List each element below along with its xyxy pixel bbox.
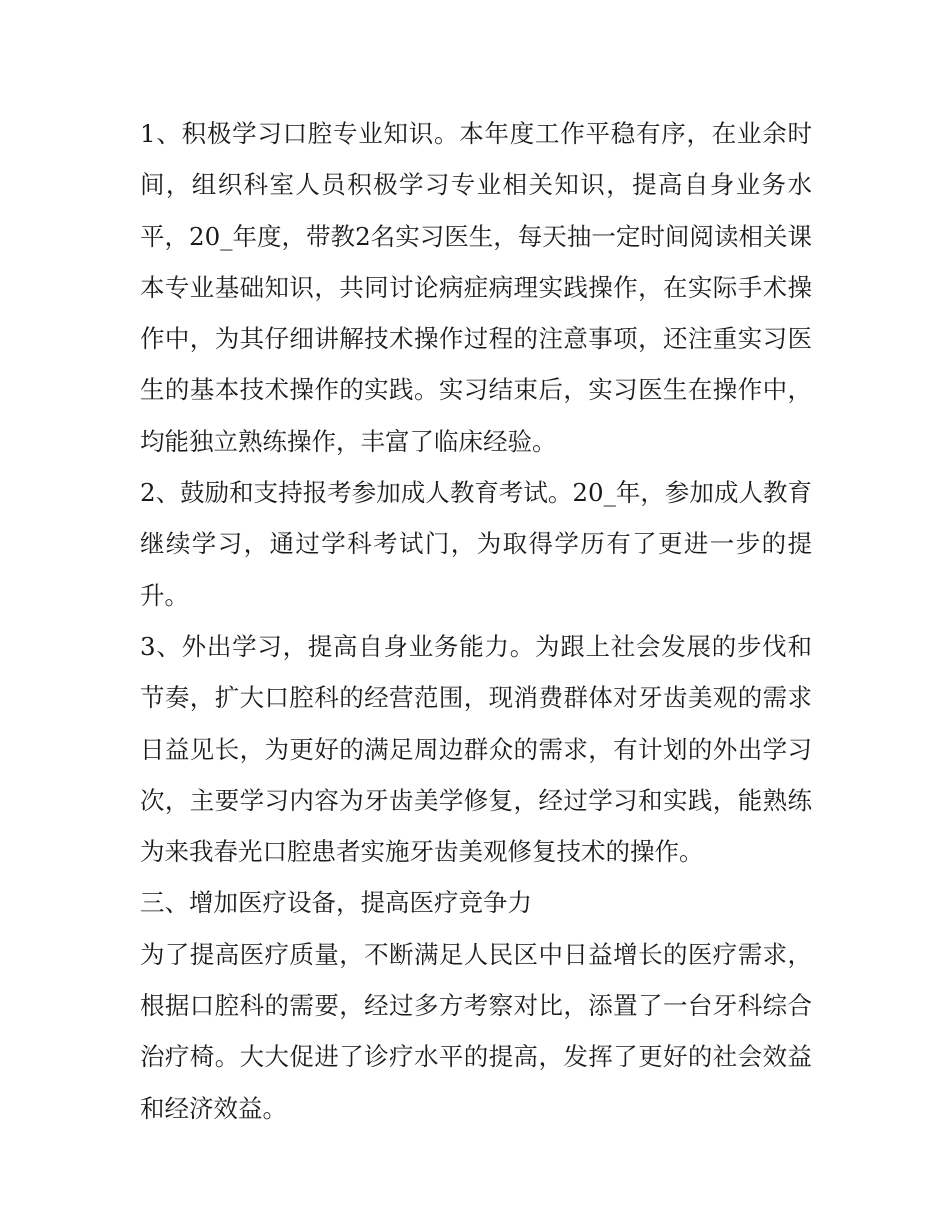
paragraph-study-dental-knowledge: 1、积极学习口腔专业知识。本年度工作平稳有序，在业余时间，组织科室人员积极学习专业相关知识，提高自身业务水平，20_年度，带教2名实习医生，每天抽一定时间阅读相关课本专业基础知识，共同讨论病症病理实践操作，在实际手术操作中，为其仔细讲解技术操作过程的注意事项，还注重实习医生的基本技术操作的实践。实习结束后，实习医生在操作中，均能独立熟练操作，丰富了临床经验。 [140, 119, 812, 456]
paragraph-external-study: 3、外出学习，提高自身业务能力。为跟上社会发展的步伐和节奏，扩大口腔科的经营范围，现消费群体对牙齿美观的需求日益见长，为更好的满足周边群众的需求，有计划的外出学习次，主要学习内容为牙齿美学修复，经过学习和实践，能熟练为来我春光口腔患者实施牙齿美观修复技术的操作。 [140, 631, 812, 867]
section-heading-medical-equipment: 三、增加医疗设备，提高医疗竞争力 [140, 888, 532, 918]
paragraph-equipment-purchase: 为了提高医疗质量，不断满足人民区中日益增长的医疗需求，根据口腔科的需要，经过多方考察对比，添置了一台牙科综合治疗椅。大大促进了诊疗水平的提高，发挥了更好的社会效益和经济效益。 [140, 939, 812, 1123]
paragraph-adult-education: 2、鼓励和支持报考参加成人教育考试。20_年，参加成人教育继续学习，通过学科考试门，为取得学历有了更进一步的提升。 [140, 478, 812, 610]
document-body [140, 108, 812, 1134]
